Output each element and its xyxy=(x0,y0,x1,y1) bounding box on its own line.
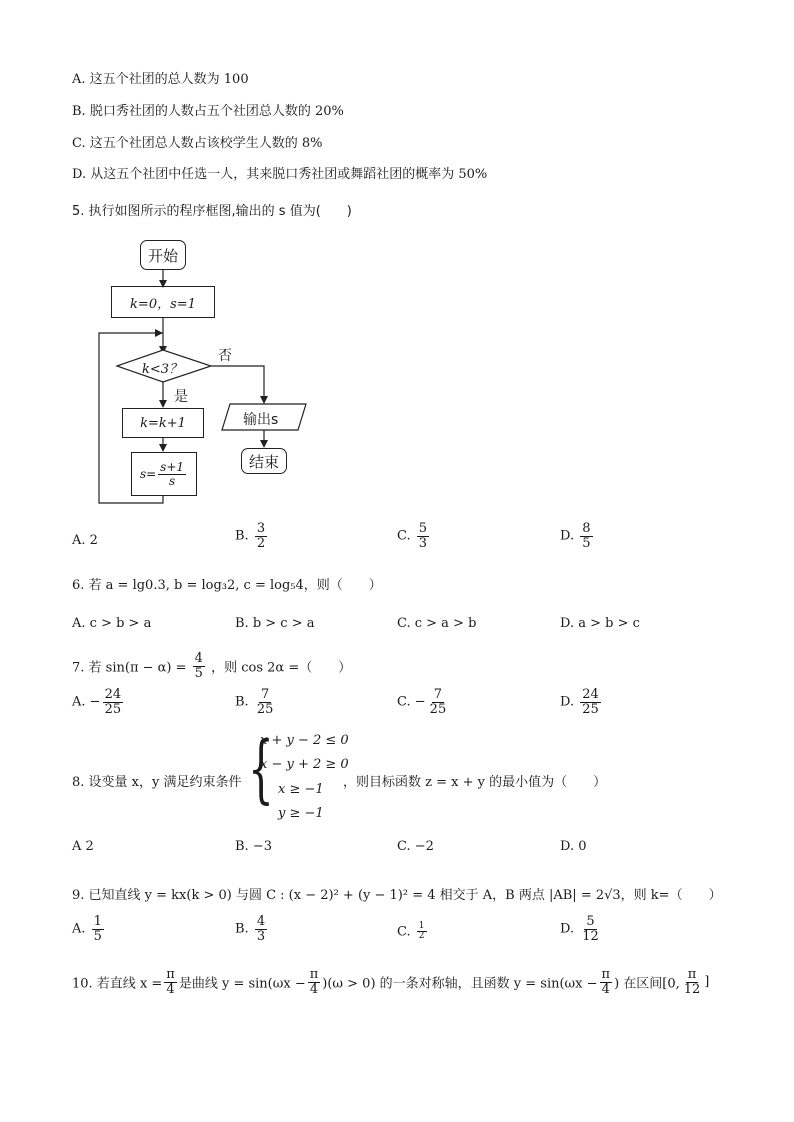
flow-increment-k: k=k+1 xyxy=(122,408,204,438)
flow-output: 输出s xyxy=(243,412,279,428)
q8-option-b: B. −3 xyxy=(235,839,272,854)
q8-option-d: D. 0 xyxy=(560,839,587,854)
flow-no-label: 否 xyxy=(218,348,232,364)
flow-condition: k<3？ xyxy=(142,362,183,377)
flow-end: 结束 xyxy=(241,448,287,474)
q6-stem: 6. 若 a = lg0.3, b = log₃2, c = log₅4，则（ ） xyxy=(72,578,382,593)
q4-option-c: C. 这五个社团总人数占该校学生人数的 8% xyxy=(72,136,323,151)
q8-stem-pre: 8. 设变量 x，y 满足约束条件 xyxy=(72,775,242,790)
flow-update-s xyxy=(131,452,197,496)
q5-option-a: A. 2 xyxy=(72,533,98,548)
q9-stem: 9. 已知直线 y = kx(k > 0) 与圆 C : (x − 2)² + (y − 1)² = 4 相交于 A，B 两点 |AB| = 2√3，则 k=（ ） xyxy=(72,888,722,903)
q8-brace: { xyxy=(248,726,274,812)
q5-option-d: D. $\frac{8}{5}$ xyxy=(560,521,591,551)
flow-init: k=0，s=1 xyxy=(111,286,215,318)
q6-option-b: B. b > c > a xyxy=(235,616,315,631)
q7-option-d: D. $\frac{24}{25}$ xyxy=(560,687,599,717)
q9-option-c: C. $\frac{1}{2}$ xyxy=(397,921,425,942)
q7-stem: 7. 若 sin(π − α) = $\frac{4}{5}$ ，则 cos 2α =（ ） xyxy=(72,651,352,681)
q5-option-c: C. $\frac{5}{3}$ xyxy=(397,521,428,551)
q6-option-d: D. a > b > c xyxy=(560,616,640,631)
q4-option-a: A. 这五个社团的总人数为 100 xyxy=(72,72,249,87)
q9-option-a: A. $\frac{1}{5}$ xyxy=(72,914,102,944)
q6-option-c: C. c > a > b xyxy=(397,616,477,631)
flow-update-s-den: s xyxy=(169,473,176,488)
q5-option-b: B. $\frac{3}{2}$ xyxy=(235,521,266,551)
q4-option-b: B. 脱口秀社团的人数占五个社团总人数的 20% xyxy=(72,104,344,119)
q8-constraint-3: x ≥ −1 xyxy=(278,782,324,797)
q10-stem: 10. 若直线 x = $\frac{\pi}{4}$ 是曲线 y = sin(ωx − $\frac{\pi}{4}$ )(ω > 0) 的一条对称轴，且函数 y = sin(ωx − $\frac{\pi}{4}$ ) 在区间[0, $\frac{\pi}{12}$ ] xyxy=(72,967,710,997)
q8-constraint-1: x + y − 2 ≤ 0 xyxy=(260,733,349,748)
q5-stem: 5. 执行如图所示的程序框图,输出的 s 值为( ) xyxy=(72,204,352,219)
flow-start: 开始 xyxy=(140,240,186,270)
q7-option-b: B. $\frac{7}{25}$ xyxy=(235,687,274,717)
q8-option-a: A 2 xyxy=(72,839,94,854)
q6-option-a: A. c > b > a xyxy=(72,616,152,631)
flow-update-s-lhs: s= xyxy=(139,467,157,481)
flow-yes-label: 是 xyxy=(174,389,188,405)
q9-option-b: B. $\frac{4}{3}$ xyxy=(235,914,266,944)
q7-option-a: A. − $\frac{24}{25}$ xyxy=(72,687,122,717)
q8-constraint-4: y ≥ −1 xyxy=(278,806,324,821)
q7-option-c: C. − $\frac{7}{25}$ xyxy=(397,687,447,717)
q4-option-d: D. 从这五个社团中任选一人，其来脱口秀社团或舞蹈社团的概率为 50% xyxy=(72,167,488,182)
flow-update-s-num: s+1 xyxy=(160,459,185,474)
q8-constraint-2: x − y + 2 ≥ 0 xyxy=(260,757,349,772)
q8-option-c: C. −2 xyxy=(397,839,434,854)
q8-stem-post: ，则目标函数 z = x + y 的最小值为（ ） xyxy=(343,775,607,790)
q9-option-d: D. $\frac{5}{12}$ xyxy=(560,914,599,944)
